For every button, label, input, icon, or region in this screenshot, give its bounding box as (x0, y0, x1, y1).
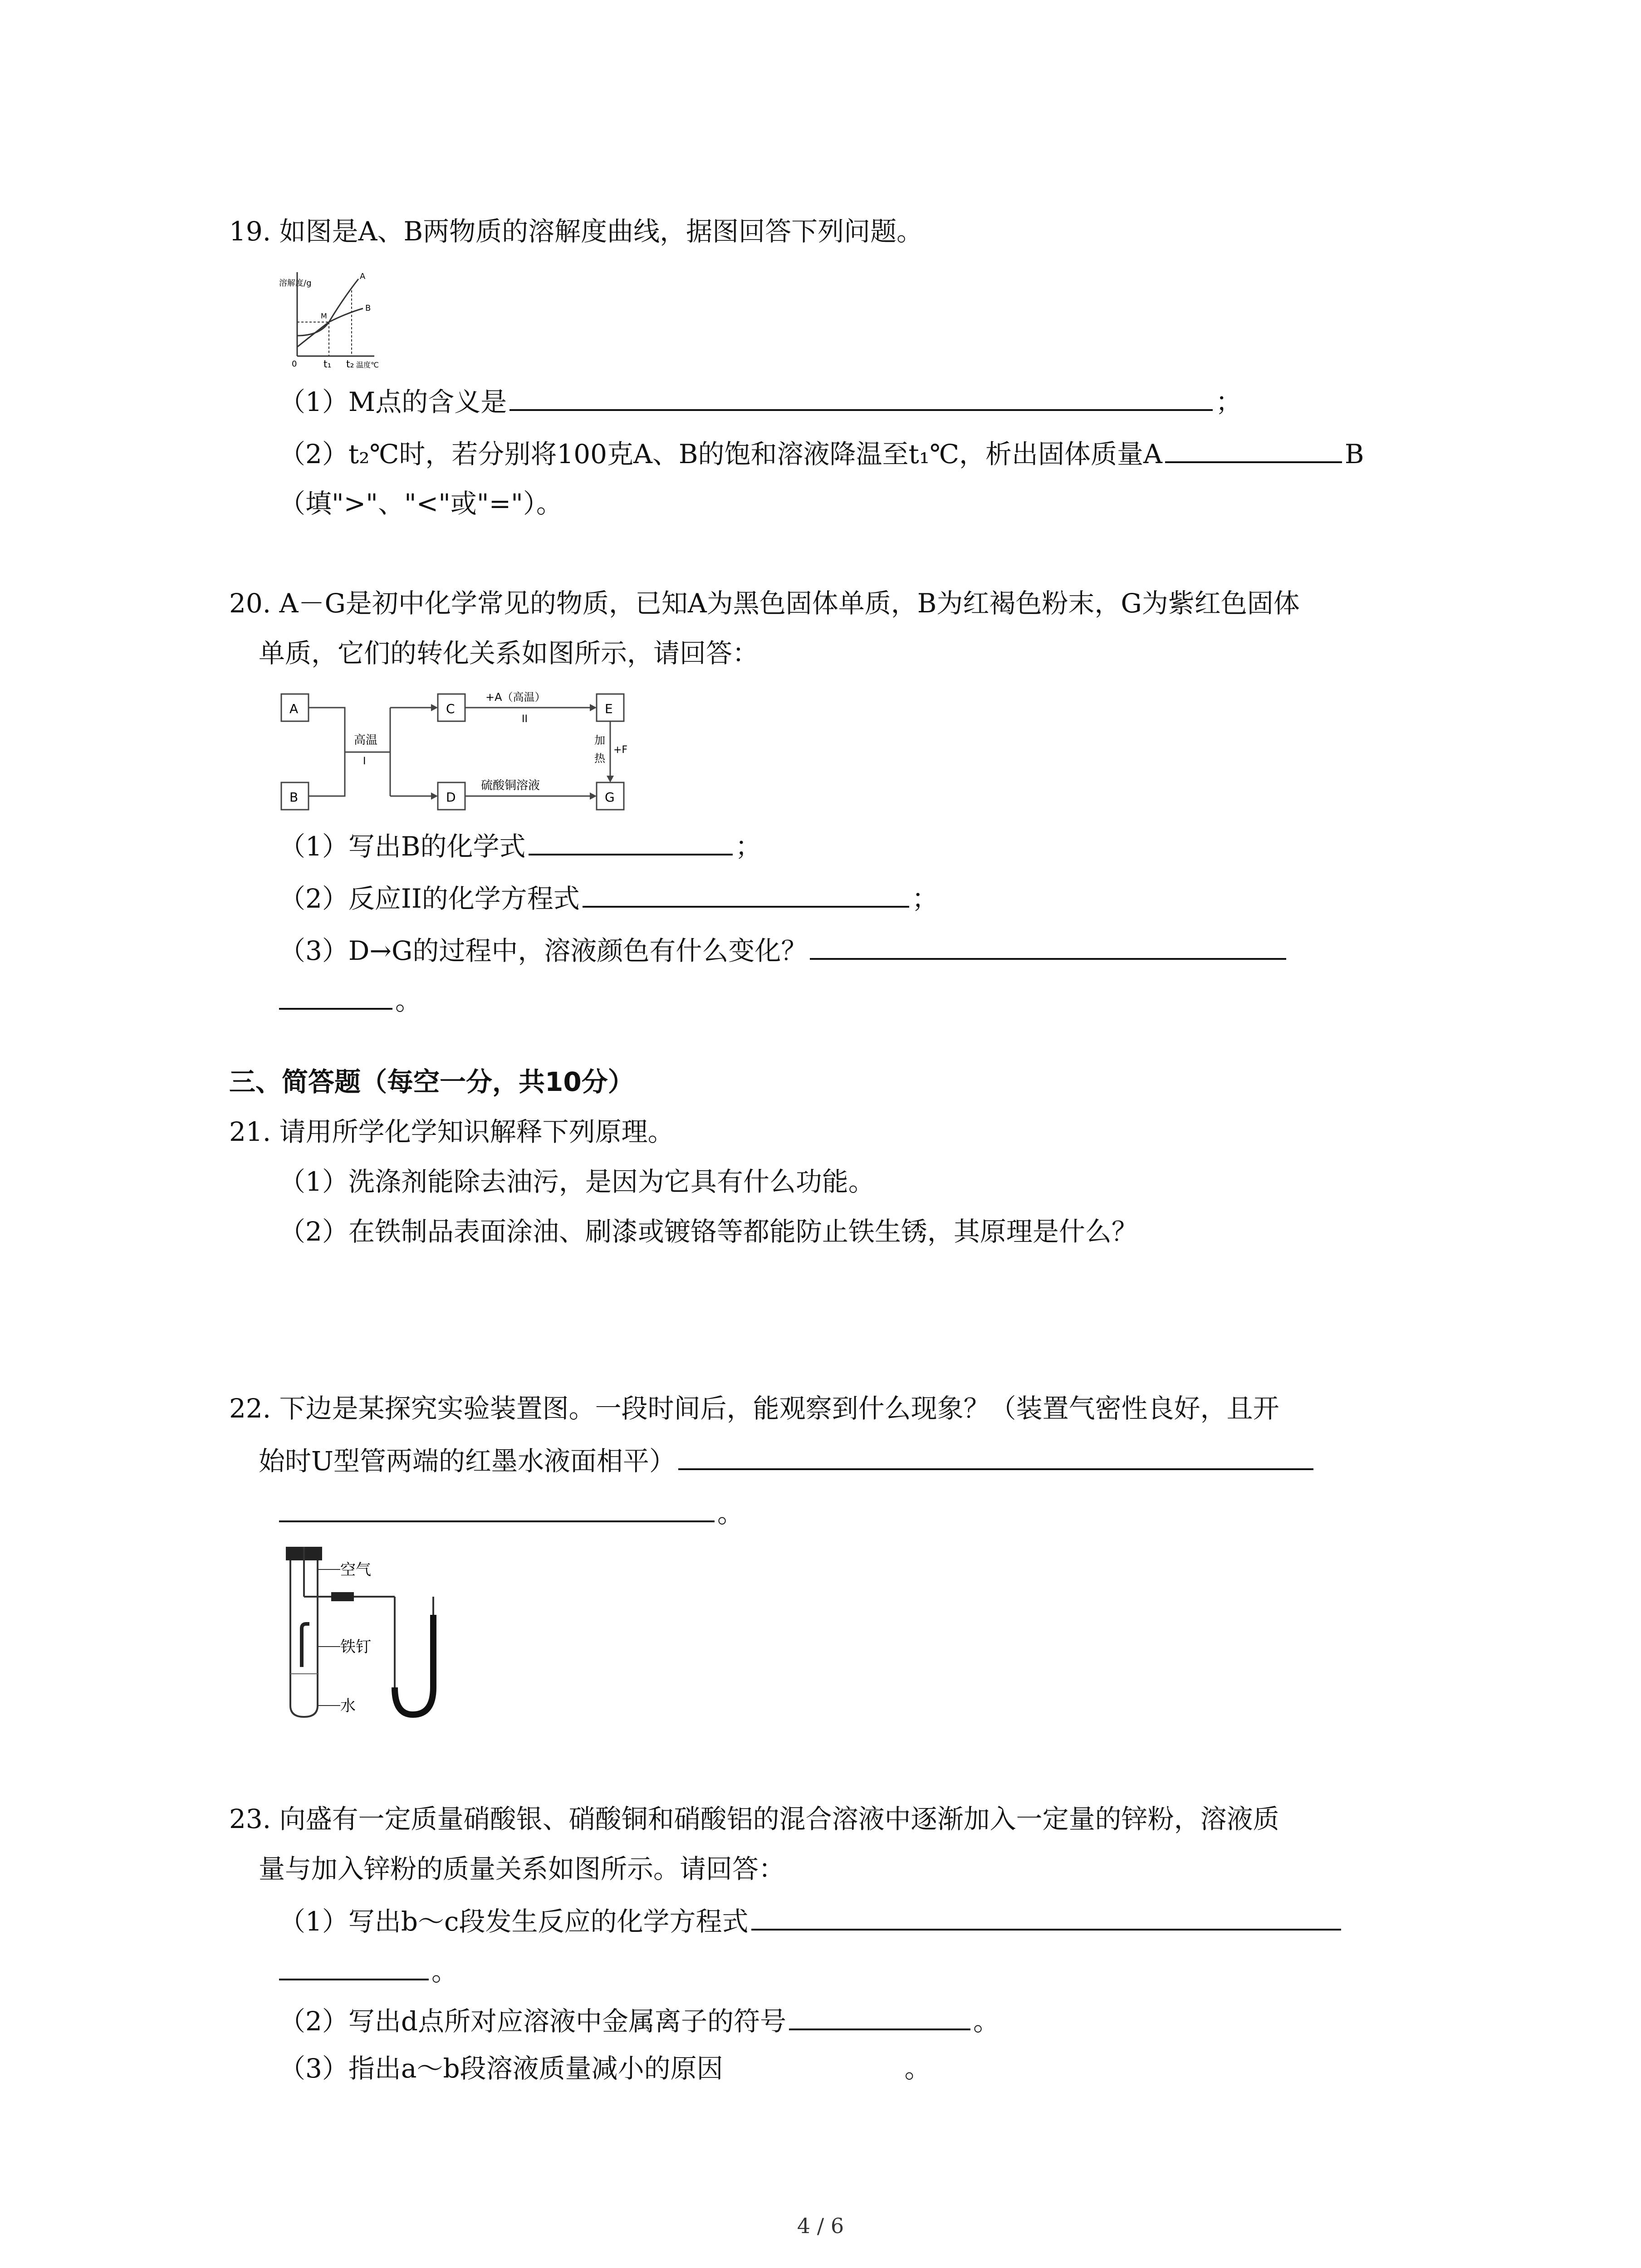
q22-stem-line1: 22. 下边是某探究实验装置图。一段时间后，能观察到什么现象？（装置气密性良好，且开 (229, 1393, 1279, 1424)
transformation-diagram (277, 685, 640, 821)
q20-p2-answer-blank[interactable] (583, 878, 909, 908)
react-top: +A（高温） (485, 691, 546, 704)
q20-part1: （1）写出B的化学式 ； (279, 826, 762, 865)
q23-stem-line2: 量与加入锌粉的质量关系如图所示。请回答： (259, 1853, 785, 1884)
q22-cont: 。 (279, 1492, 744, 1531)
q20-stem-line1: 20. A－G是初中化学常见的物质，已知A为黑色固体单质，B为红褐色粉末，G为紫红色固体 (229, 588, 1300, 619)
react-side-f: +F (613, 744, 628, 756)
react-i-label: I (363, 756, 366, 767)
q23-stem-line1: 23. 向盛有一定质量硝酸银、硝酸铜和硝酸铝的混合溶液中逐渐加入一定量的锌粉，溶液质 (229, 1804, 1279, 1834)
label-nail: 铁钉 (340, 1638, 371, 1656)
react-side-2: 热 (594, 752, 605, 765)
q22-answer-blank[interactable] (678, 1440, 1313, 1470)
box-g: G (605, 790, 615, 805)
curve-a-label: A (360, 272, 366, 281)
q20-p1-answer-blank[interactable] (529, 826, 733, 855)
react-side-1: 加 (594, 734, 605, 747)
point-m-label: M (321, 312, 327, 320)
q19-part2-hint: （填">"、"<"或"="）。 (279, 488, 563, 519)
box-b: B (289, 790, 299, 805)
box-d: D (446, 790, 456, 805)
q19-stem: 19. 如图是A、B两物质的溶解度曲线，据图回答下列问题。 (229, 216, 923, 247)
graph-ylabel: 溶解度/g (279, 279, 312, 288)
q19-part2: （2）t₂℃时，若分别将100克A、B的饱和溶液降温至t₁℃，析出固体质量A B (279, 433, 1364, 472)
react-bottom: 硫酸铜溶液 (481, 779, 540, 792)
q20-part2: （2）反应II的化学方程式 ； (279, 878, 938, 917)
box-c: C (446, 701, 455, 716)
q23-part1-cont: 。 (279, 1950, 458, 1989)
q23-p2-answer-blank[interactable] (789, 2000, 970, 2030)
graph-xlabel: 温度℃ (356, 361, 379, 369)
curve-b-label: B (365, 303, 371, 313)
q19-p1-label: （1）M点的含义是 (279, 386, 507, 417)
q23-part3: （3）指出a～b段溶液质量减小的原因 。 (279, 2053, 931, 2084)
q19-part1: （1）M点的含义是 ； (279, 381, 1242, 420)
q22-stem-line2: 始时U型管两端的红墨水液面相平） (259, 1440, 1316, 1479)
q23-p1-answer-blank[interactable] (751, 1901, 1341, 1931)
q20-stem-line2: 单质，它们的转化关系如图所示，请回答： (259, 638, 759, 669)
label-water: 水 (340, 1697, 356, 1715)
q21-stem: 21. 请用所学化学知识解释下列原理。 (229, 1116, 674, 1147)
solubility-graph (279, 268, 379, 372)
apparatus-diagram (277, 1538, 495, 1728)
section-title: 三、简答题（每空一分，共10分） (229, 1066, 634, 1097)
page-number: 4 / 6 (797, 2214, 844, 2238)
q23-part2: （2）写出d点所对应溶液中金属离子的符号 。 (279, 2000, 999, 2039)
react-ii-label: II (522, 714, 528, 725)
q19-p2-answer-blank[interactable] (1165, 433, 1342, 463)
q20-p3-answer-blank-2[interactable] (279, 980, 392, 1010)
graph-t2: t₂ (346, 359, 354, 370)
q20-p3-answer-blank[interactable] (810, 930, 1286, 960)
react-i-cond: 高温 (354, 733, 378, 747)
q21-part2: （2）在铁制品表面涂油、刷漆或镀铬等都能防止铁生锈，其原理是什么？ (279, 1216, 1138, 1247)
label-air: 空气 (340, 1561, 371, 1579)
graph-t1: t₁ (323, 359, 332, 370)
q21-part1: （1）洗涤剂能除去油污，是因为它具有什么功能。 (279, 1166, 875, 1197)
box-a: A (289, 701, 299, 716)
box-e: E (605, 701, 613, 716)
q20-part3-cont: 。 (279, 980, 421, 1019)
graph-origin: 0 (292, 359, 297, 369)
q19-p1-answer-blank[interactable] (509, 381, 1213, 411)
q23-part1: （1）写出b～c段发生反应的化学方程式 (279, 1901, 1344, 1940)
q19-p2-text: （2）t₂℃时，若分别将100克A、B的饱和溶液降温至t₁℃，析出固体质量A (279, 439, 1162, 469)
q23-p1-answer-blank-2[interactable] (279, 1950, 429, 1980)
q20-part3: （3）D→G的过程中，溶液颜色有什么变化？ (279, 930, 1289, 969)
q22-answer-blank-2[interactable] (279, 1492, 715, 1522)
